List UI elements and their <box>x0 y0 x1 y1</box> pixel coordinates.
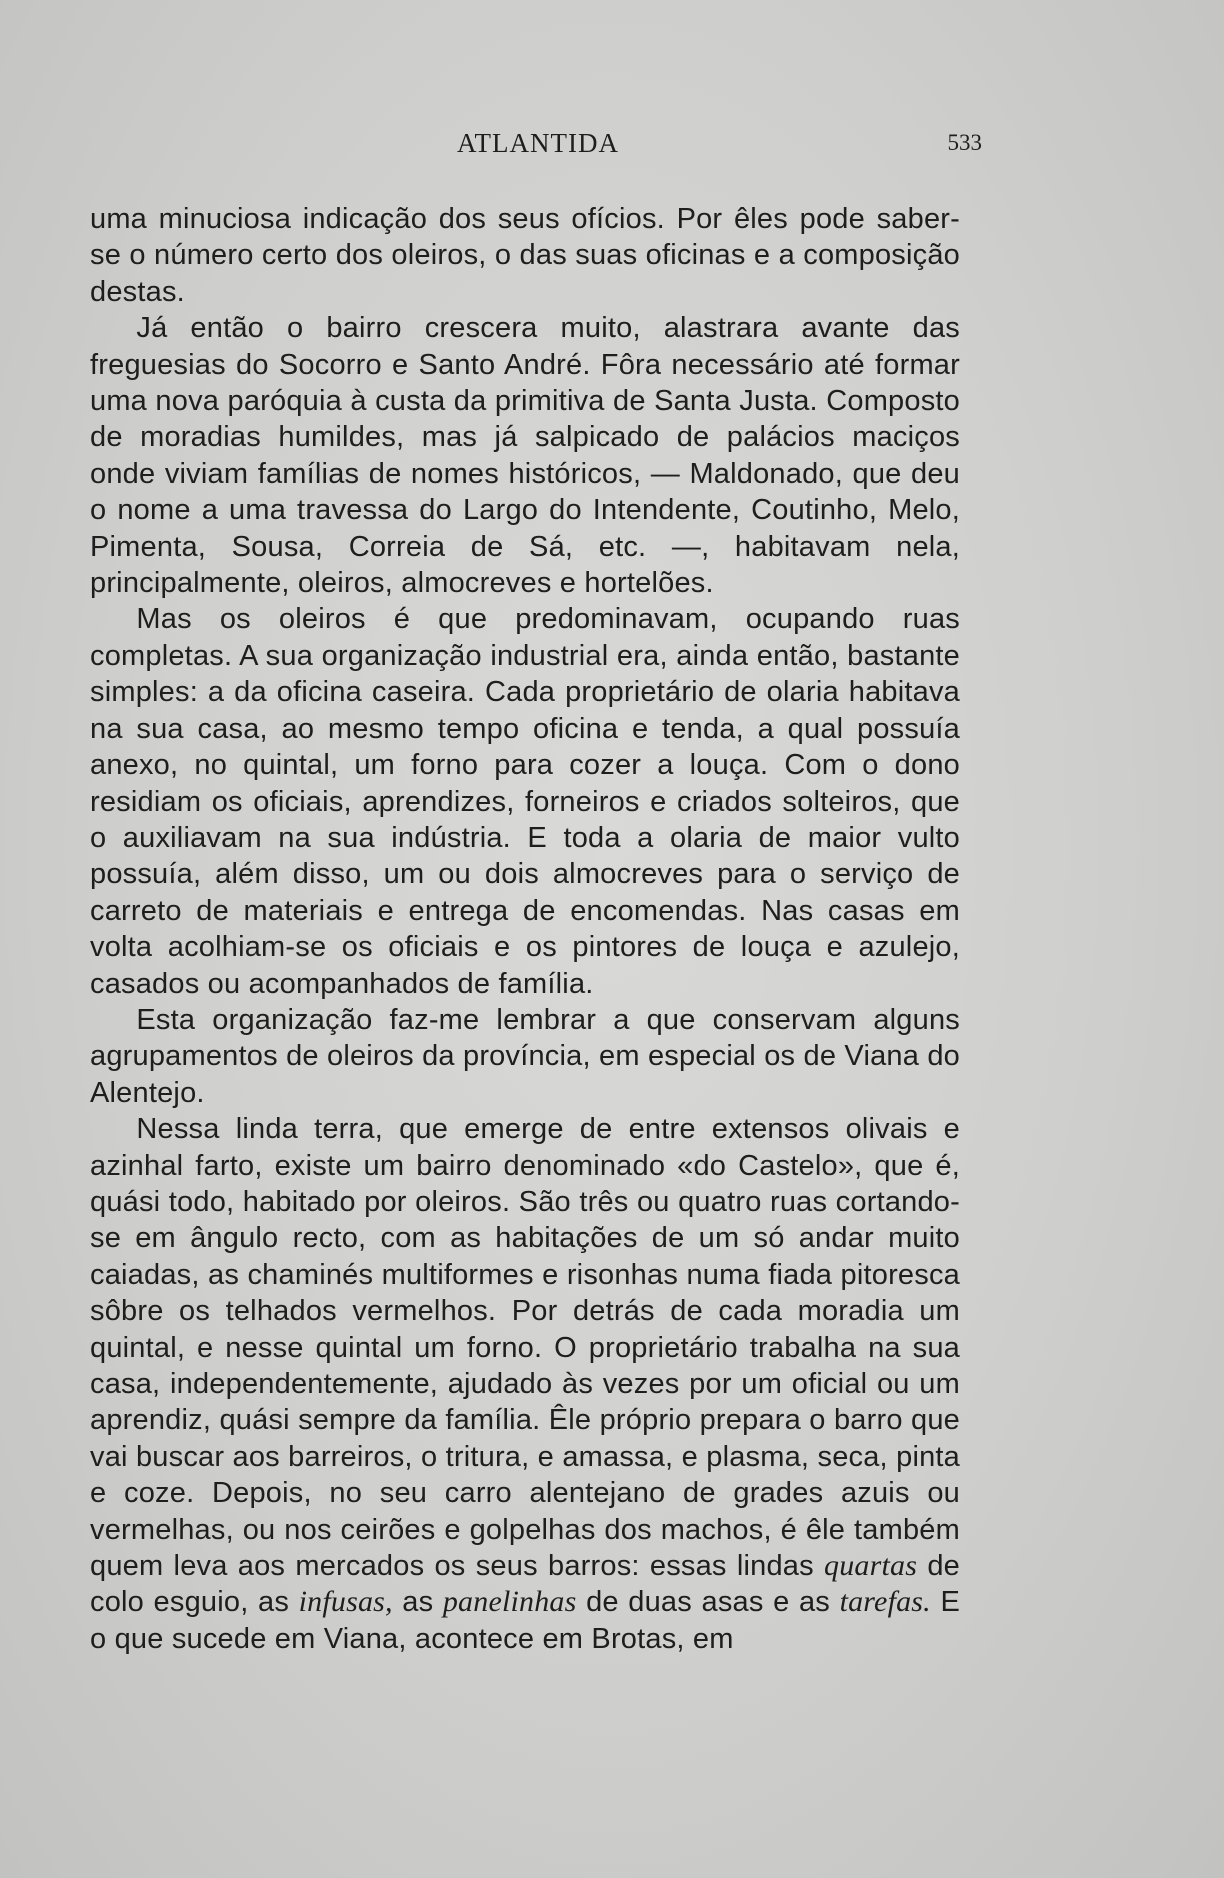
italic-term: quartas <box>824 1549 918 1583</box>
running-title: ATLANTIDA <box>457 128 619 158</box>
page-number: 533 <box>947 130 982 155</box>
paragraph <box>90 1111 960 1657</box>
italic-term: tarefas. <box>839 1585 931 1619</box>
text-run: de duas asas e as <box>576 1586 840 1619</box>
paragraph: Já então o bairro crescera muito, alastrara avante das freguesias do Socorro e Santo André. Fôra necessário até formar uma nova paróquia à custa da primitiva de Santa Justa. Composto de moradias humildes, mas já salpicado de palácios maciços onde viviam famílias de nomes históricos, — Maldonado, que deu o nome a uma travessa do Largo do Intendente, Coutinho, Melo, Pimenta, Sousa, Correia de Sá, etc. —, habitavam nela, principalmente, oleiros, almocreves e hortelões. <box>90 312 960 600</box>
text-run: as <box>392 1586 443 1619</box>
text-body <box>90 201 960 1657</box>
running-head <box>90 128 986 168</box>
text-run: de colo esguio, as <box>90 1550 960 1619</box>
italic-term: infusas, <box>298 1585 393 1619</box>
paragraph: Esta organização faz-me lembrar a que conservam alguns agrupamentos de oleiros da província, em especial os de Viana do Alentejo. <box>90 1003 960 1109</box>
text-run: E o que sucede em Viana, acontece em Brotas, em <box>90 1586 960 1655</box>
paragraph: Mas os oleiros é que predominavam, ocupando ruas completas. A sua organização industrial era, ainda então, bastante simples: a da oficina caseira. Cada proprietário de olaria habitava na sua casa, ao mesmo tempo oficina e tenda, a qual possuía anexo, no quintal, um forno para cozer a louça. Com o dono residiam os oficiais, aprendizes, forneiros e criados solteiros, que o auxiliavam na sua indústria. E toda a olaria de maior vulto possuía, além disso, um ou dois almocreves para o serviço de carreto de materiais e entrega de encomendas. Nas casas em volta acolhiam-se os oficiais e os pintores de louça e azulejo, casados ou acompanhados de família. <box>90 603 960 1000</box>
italic-term: panelinhas <box>442 1585 577 1619</box>
text-run: Nessa linda terra, que emerge de entre extensos olivais e azinhal farto, existe um bairro denominado «do Castelo», que é, quási todo, habitado por oleiros. São três ou quatro ruas cortando-se em ângulo recto, com as habitações de um só andar muito caiadas, as chaminés multiformes e risonhas numa fiada pitoresca sôbre os telhados vermelhos. Por detrás de cada moradia um quintal, e nesse quintal um forno. O proprietário trabalha na sua casa, independentemente, ajudado às vezes por um oficial ou um aprendiz, quási sempre da família. Êle próprio prepara o barro que vai buscar aos barreiros, o tritura, e amassa, e plasma, seca, pinta e coze. Depois, no seu carro alentejano de grades azuis ou vermelhas, ou nos ceirões e golpelhas dos machos, é êle também quem leva aos mercados os seus barros: essas lindas <box>90 1113 960 1583</box>
paragraph: uma minuciosa indicação dos seus ofícios. Por êles pode saber-se o número certo dos oleiros, o das suas oficinas e a composição destas. <box>90 203 960 308</box>
